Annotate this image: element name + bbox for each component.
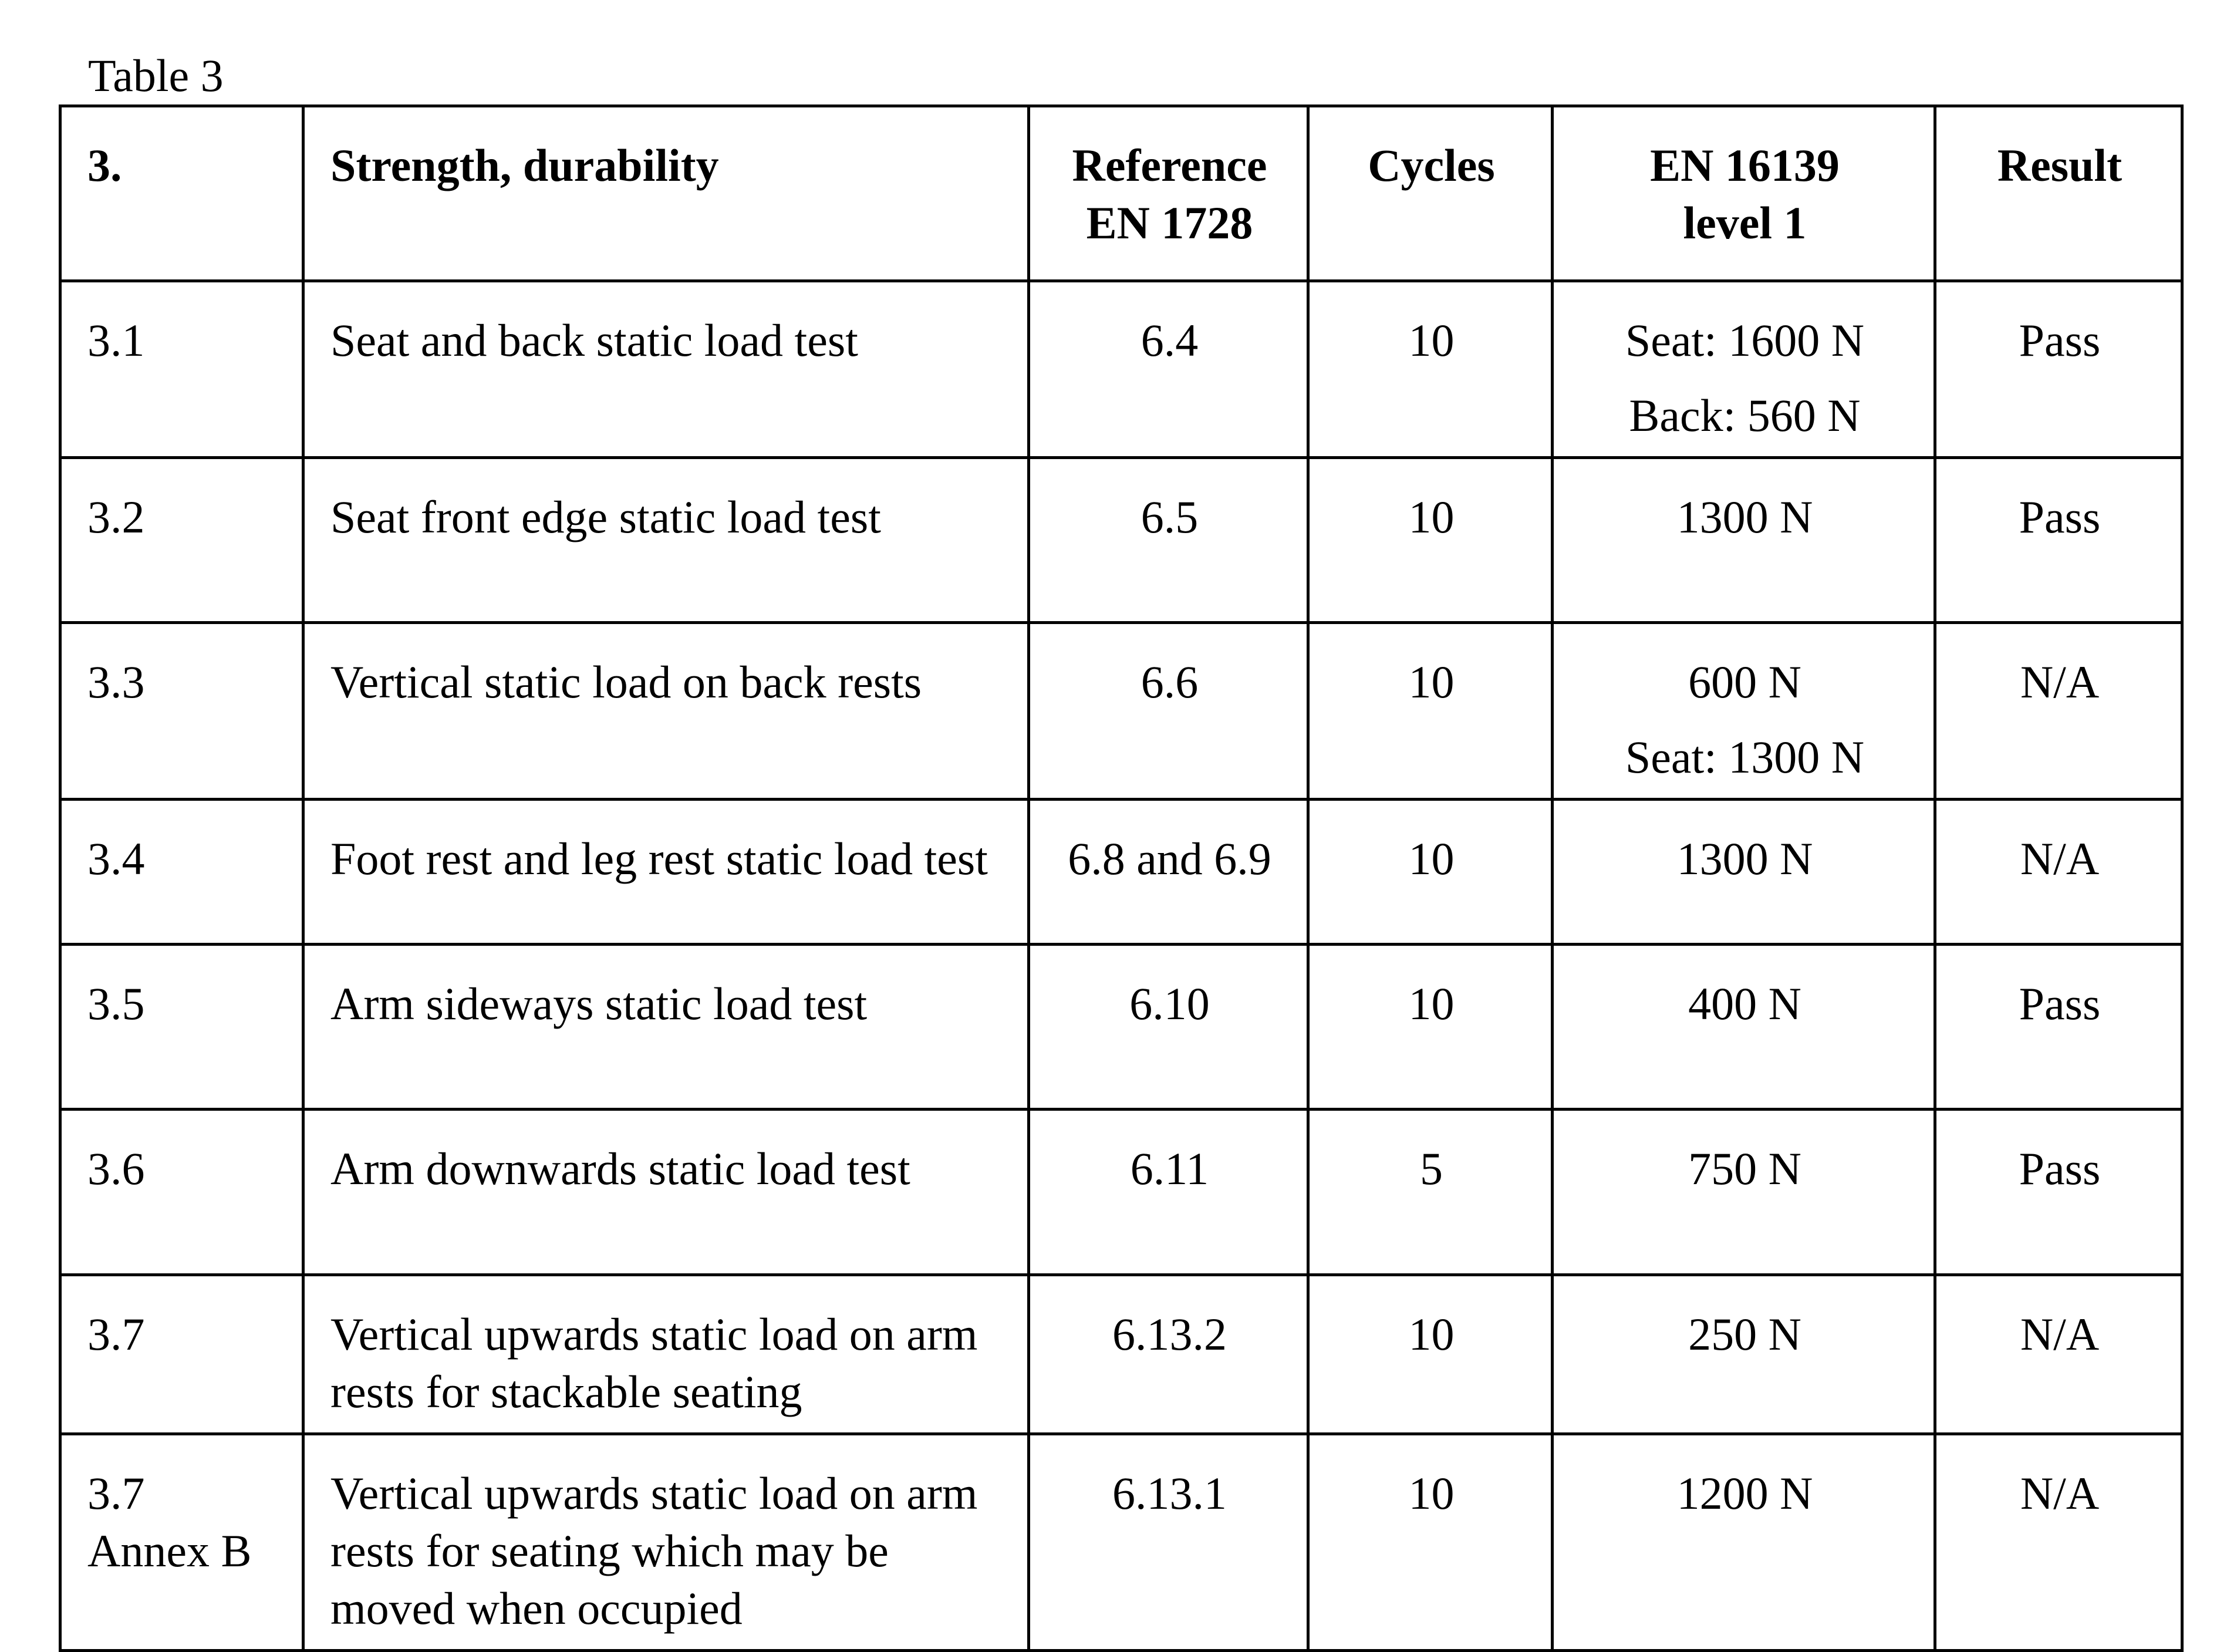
header-result: Result (1935, 106, 2182, 281)
row-load (1553, 1434, 1935, 1651)
table-row (60, 1434, 2182, 1651)
row-reference: 6.8 and 6.9 (1029, 800, 1308, 945)
row-result: N/A (1935, 1275, 2182, 1434)
row-result: N/A (1935, 800, 2182, 945)
row-number (60, 1434, 303, 1651)
row-load-line: 1300 N (1676, 833, 1813, 884)
row-result: N/A (1935, 623, 2182, 800)
table-row (60, 1110, 2182, 1275)
row-cycles: 10 (1308, 281, 1553, 458)
row-cycles: 10 (1308, 458, 1553, 623)
row-load-line: 1300 N (1676, 491, 1813, 542)
table-row (60, 623, 2182, 800)
row-load-line: 400 N (1688, 978, 1801, 1029)
row-cycles: 10 (1308, 1434, 1553, 1651)
table-header-row (60, 106, 2182, 281)
row-load (1553, 1275, 1935, 1434)
header-reference (1029, 106, 1308, 281)
row-reference: 6.13.1 (1029, 1434, 1308, 1651)
row-reference: 6.4 (1029, 281, 1308, 458)
row-load (1553, 945, 1935, 1110)
row-result: Pass (1935, 281, 2182, 458)
row-cycles: 10 (1308, 1275, 1553, 1434)
row-number: 3.3 (60, 623, 303, 800)
row-load (1553, 800, 1935, 945)
row-load (1553, 281, 1935, 458)
row-description: Foot rest and leg rest static load test (303, 800, 1029, 945)
table-row (60, 1275, 2182, 1434)
row-result: N/A (1935, 1434, 2182, 1651)
table-row (60, 458, 2182, 623)
row-number-line1: 3.7 (87, 1468, 145, 1519)
header-en16139 (1553, 106, 1935, 281)
row-load-line: Back: 560 N (1629, 390, 1861, 441)
row-number: 3.2 (60, 458, 303, 623)
row-description: Seat front edge static load test (303, 458, 1029, 623)
row-reference: 6.5 (1029, 458, 1308, 623)
row-number-line2: Annex B (87, 1525, 252, 1576)
row-number: 3.5 (60, 945, 303, 1110)
row-reference: 6.11 (1029, 1110, 1308, 1275)
row-description: Vertical upwards static load on arm rests for seating which may be moved when occupied (303, 1434, 1029, 1651)
row-load-line: 750 N (1688, 1143, 1801, 1194)
row-cycles: 10 (1308, 945, 1553, 1110)
table-row (60, 281, 2182, 458)
row-result: Pass (1935, 945, 2182, 1110)
row-description: Vertical upwards static load on arm rests for stackable seating (303, 1275, 1029, 1434)
row-reference: 6.13.2 (1029, 1275, 1308, 1434)
row-number: 3.1 (60, 281, 303, 458)
row-cycles: 10 (1308, 800, 1553, 945)
row-reference: 6.6 (1029, 623, 1308, 800)
row-description: Vertical static load on back rests (303, 623, 1029, 800)
row-result: Pass (1935, 458, 2182, 623)
row-load-line: 250 N (1688, 1309, 1801, 1360)
row-load-line: Seat: 1600 N (1625, 315, 1865, 366)
header-description: Strength, durability (303, 106, 1029, 281)
row-description: Arm downwards static load test (303, 1110, 1029, 1275)
row-load-line: Seat: 1300 N (1625, 731, 1865, 783)
row-load-line: 1200 N (1676, 1468, 1813, 1519)
results-table (59, 104, 2184, 1652)
row-number: 3.6 (60, 1110, 303, 1275)
header-number: 3. (60, 106, 303, 281)
header-en16139-line2: level 1 (1683, 197, 1807, 248)
row-result: Pass (1935, 1110, 2182, 1275)
header-reference-line1: Reference (1072, 140, 1267, 191)
row-load-line: 600 N (1688, 656, 1801, 707)
row-cycles: 10 (1308, 623, 1553, 800)
row-number: 3.4 (60, 800, 303, 945)
header-cycles: Cycles (1308, 106, 1553, 281)
row-load (1553, 623, 1935, 800)
header-reference-line2: EN 1728 (1086, 197, 1253, 248)
row-cycles: 5 (1308, 1110, 1553, 1275)
table-row (60, 800, 2182, 945)
row-description: Seat and back static load test (303, 281, 1029, 458)
row-load (1553, 458, 1935, 623)
table-caption: Table 3 (88, 50, 224, 101)
row-description: Arm sideways static load test (303, 945, 1029, 1110)
table-row (60, 945, 2182, 1110)
row-load (1553, 1110, 1935, 1275)
row-number: 3.7 (60, 1275, 303, 1434)
header-en16139-line1: EN 16139 (1650, 140, 1840, 191)
row-reference: 6.10 (1029, 945, 1308, 1110)
